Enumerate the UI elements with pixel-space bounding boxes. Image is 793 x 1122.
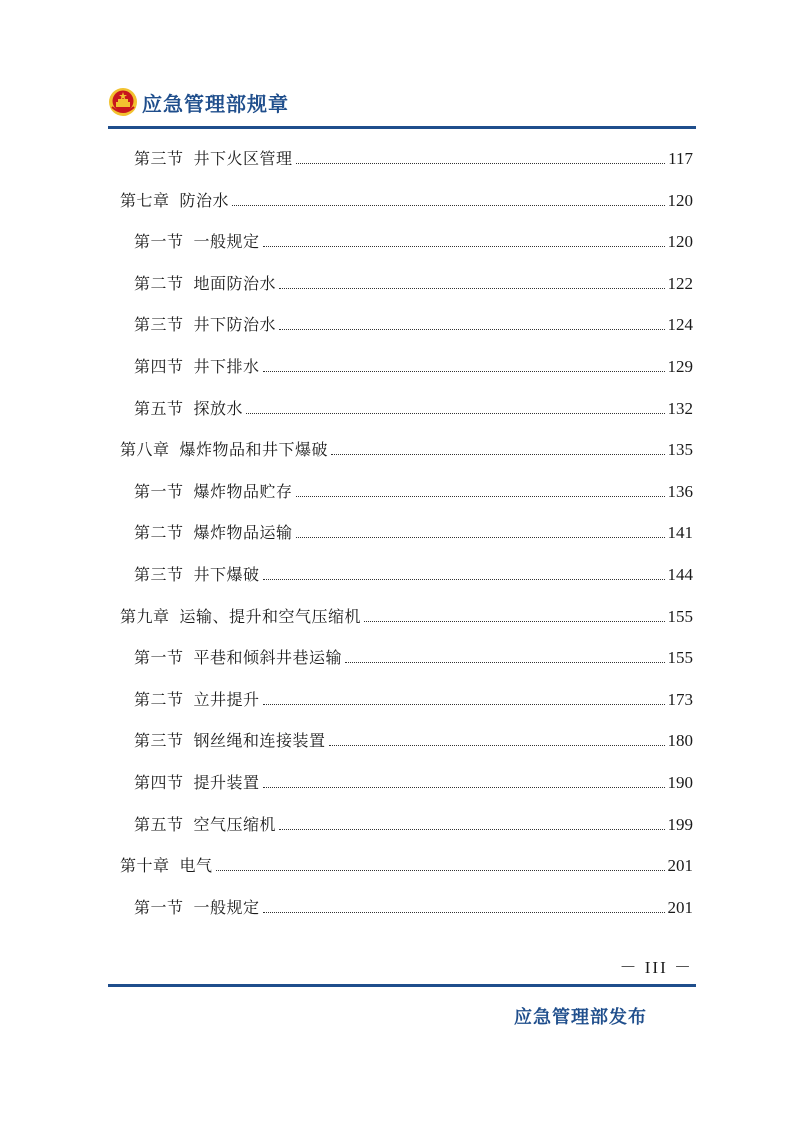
toc-chapter-entry	[120, 852, 693, 876]
toc-dot-leader	[232, 204, 664, 206]
page-header	[108, 84, 289, 120]
toc-dot-leader	[279, 328, 664, 330]
toc-page-number: 132	[667, 398, 693, 418]
toc-entry-title	[134, 731, 326, 751]
toc-section-entry	[134, 311, 693, 335]
toc-entry-name: 井下爆破	[193, 565, 260, 584]
toc-section-entry	[134, 145, 693, 169]
toc-dot-leader	[345, 661, 664, 663]
toc-entry-name: 井下排水	[193, 357, 260, 376]
toc-page-number: 141	[667, 523, 693, 543]
toc-dot-leader	[279, 828, 664, 830]
toc-dot-leader	[329, 744, 665, 746]
toc-entry-title	[134, 315, 276, 335]
toc-section-entry	[134, 811, 693, 835]
toc-entry-label: 第二节	[134, 523, 184, 543]
toc-page-number: 120	[667, 190, 693, 210]
toc-page-number: 201	[667, 897, 693, 917]
toc-entry-title	[134, 523, 293, 543]
toc-entry-label: 第一节	[134, 232, 184, 252]
toc-entry-name: 立井提升	[193, 689, 260, 709]
toc-entry-label: 第九章	[120, 606, 170, 626]
toc-entry-title	[134, 357, 260, 377]
toc-entry-label: 第四节	[134, 773, 184, 792]
toc-dot-leader	[364, 620, 664, 622]
toc-section-entry	[134, 270, 693, 294]
toc-entry-label: 第八章	[120, 440, 170, 460]
toc-entry-name: 电气	[179, 856, 213, 876]
toc-dot-leader	[263, 703, 665, 705]
toc-entry-name: 运输、提升和空气压缩机	[179, 606, 362, 626]
toc-section-entry	[134, 894, 693, 918]
toc-page-number: 129	[667, 357, 693, 376]
toc-dot-leader	[263, 786, 665, 788]
toc-section-entry	[134, 561, 693, 585]
toc-entry-title	[134, 232, 260, 252]
toc-entry-title	[120, 607, 361, 627]
toc-entry-name: 爆炸物品运输	[193, 523, 293, 543]
toc-entry-label: 第三节	[134, 315, 184, 335]
toc-entry-label: 第一节	[134, 648, 184, 668]
toc-page-number: 122	[667, 273, 693, 293]
toc-section-entry	[134, 519, 693, 543]
toc-entry-name: 一般规定	[193, 897, 260, 917]
toc-dot-leader	[331, 453, 664, 455]
toc-entry-title	[134, 773, 260, 793]
toc-entry-title	[134, 482, 293, 502]
toc-entry-label: 第三节	[134, 149, 184, 168]
toc-dot-leader	[216, 869, 665, 871]
toc-section-entry	[134, 686, 693, 710]
toc-dot-leader	[296, 495, 665, 497]
national-emblem-icon	[108, 87, 138, 117]
toc-entry-name: 平巷和倾斜井巷运输	[193, 648, 343, 668]
toc-entry-name: 爆炸物品贮存	[193, 481, 293, 501]
page-number: － III －	[619, 958, 693, 977]
toc-entry-title	[134, 690, 260, 710]
toc-entry-title	[134, 648, 342, 668]
toc-entry-label: 第二节	[134, 689, 184, 709]
toc-entry-label: 第一节	[134, 897, 184, 917]
toc-chapter-entry	[120, 603, 693, 627]
toc-page-number: 201	[667, 856, 693, 876]
toc-entry-label: 第三节	[134, 731, 184, 751]
toc-dot-leader	[296, 536, 665, 538]
toc-entry-title	[120, 191, 229, 211]
toc-entry-name: 钢丝绳和连接装置	[193, 731, 326, 751]
toc-section-entry	[134, 395, 693, 419]
toc-page-number: 117	[668, 149, 693, 168]
toc-page-number: 155	[667, 648, 693, 668]
toc-section-entry	[134, 727, 693, 751]
footer-publisher: 应急管理部发布	[514, 1007, 647, 1028]
toc-dot-leader	[296, 162, 666, 164]
toc-dot-leader	[246, 412, 664, 414]
toc-section-entry	[134, 644, 693, 668]
toc-entry-name: 井下火区管理	[193, 149, 293, 168]
toc-entry-name: 井下防治水	[193, 315, 277, 335]
toc-section-entry	[134, 353, 693, 377]
toc-entry-title	[134, 565, 260, 585]
toc-page-number: 199	[667, 814, 693, 834]
toc-section-entry	[134, 769, 693, 793]
toc-dot-leader	[279, 287, 664, 289]
toc-entry-label: 第三节	[134, 565, 184, 584]
toc-entry-name: 提升装置	[193, 773, 260, 792]
toc-entry-name: 地面防治水	[193, 273, 277, 293]
toc-chapter-entry	[120, 187, 693, 211]
toc-entry-label: 第五节	[134, 398, 184, 418]
toc-entry-label: 第五节	[134, 814, 184, 834]
toc-entry-label: 第二节	[134, 273, 184, 293]
toc-page-number: 190	[667, 773, 693, 792]
toc-entry-name: 防治水	[179, 190, 230, 210]
toc-page-number: 136	[667, 481, 693, 501]
toc-entry-name: 爆炸物品和井下爆破	[179, 440, 329, 460]
toc-entry-label: 第四节	[134, 357, 184, 376]
toc-entry-title	[120, 856, 213, 876]
toc-page-number: 135	[667, 440, 693, 460]
header-title: 应急管理部规章	[142, 91, 289, 116]
toc-entry-title	[120, 440, 328, 460]
toc-dot-leader	[263, 578, 665, 580]
toc-entry-label: 第一节	[134, 481, 184, 501]
toc-page-number: 173	[667, 689, 693, 709]
toc-dot-leader	[263, 911, 665, 913]
toc-entry-title	[134, 399, 243, 419]
toc-page-number: 155	[667, 606, 693, 626]
toc-entry-name: 空气压缩机	[193, 814, 277, 834]
toc-page-number: 180	[667, 731, 693, 751]
toc-entry-title	[134, 898, 260, 918]
toc-chapter-entry	[120, 436, 693, 460]
toc-entry-label: 第七章	[120, 190, 170, 210]
toc-page-number: 144	[667, 565, 693, 584]
toc-dot-leader	[263, 370, 665, 372]
toc-entry-title	[134, 815, 276, 835]
toc-section-entry	[134, 228, 693, 252]
toc-entry-name: 探放水	[193, 398, 244, 418]
toc-entry-name: 一般规定	[193, 232, 260, 252]
toc-dot-leader	[263, 245, 665, 247]
toc-entry-title	[134, 149, 293, 169]
toc-page-number: 120	[667, 232, 693, 252]
header-divider	[108, 126, 696, 129]
toc-page-number: 124	[667, 315, 693, 335]
toc-entry-label: 第十章	[120, 856, 170, 876]
footer-divider	[108, 984, 696, 987]
toc-entry-title	[134, 274, 276, 294]
toc-section-entry	[134, 478, 693, 502]
